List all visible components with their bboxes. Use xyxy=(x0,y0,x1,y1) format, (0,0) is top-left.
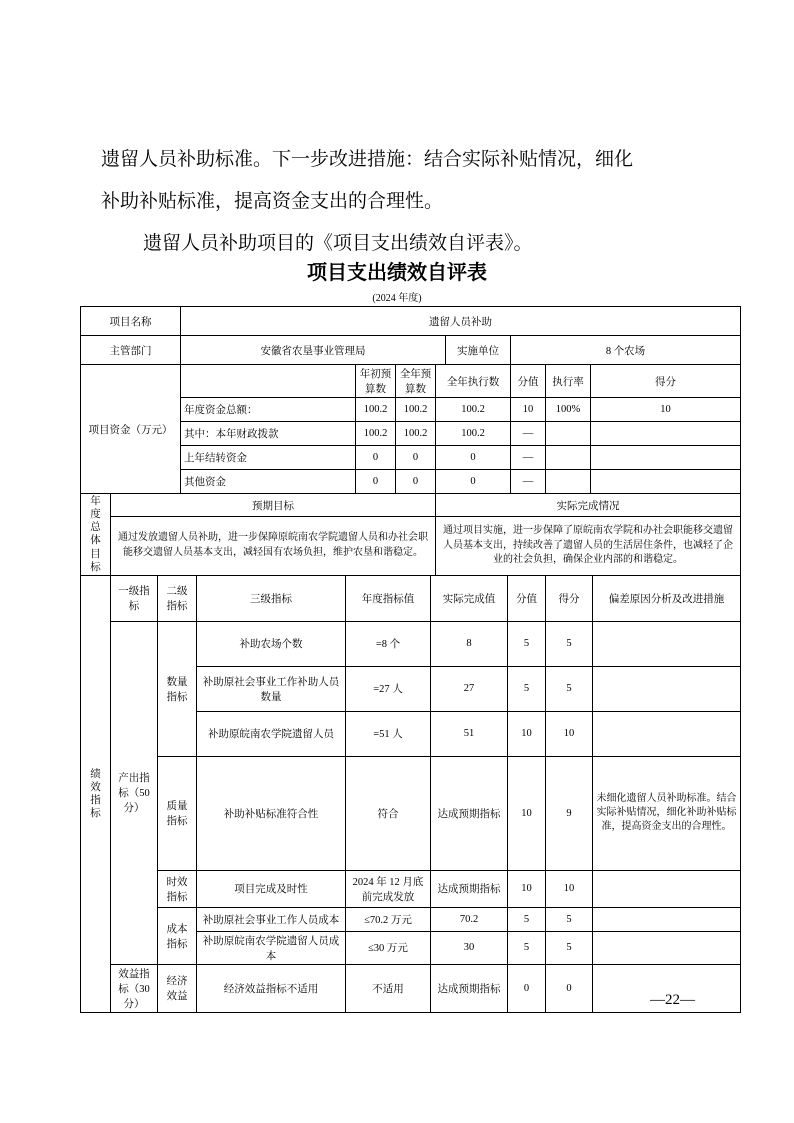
funds-header-year-exec: 全年执行数 xyxy=(436,365,511,398)
funds-begin-value: 100.2 xyxy=(356,398,396,422)
goal-section-label: 年度总体目标 xyxy=(81,494,111,576)
funds-points-value xyxy=(591,422,741,446)
header-level3: 三级指标 xyxy=(197,575,346,621)
goal-header-row xyxy=(81,494,741,517)
funds-points-value: 10 xyxy=(591,398,741,422)
indicator-actual: 51 xyxy=(431,711,508,756)
indicator-name: 补助原皖南农学院遗留人员 xyxy=(197,711,346,756)
department-row xyxy=(81,336,741,365)
funds-row-name: 其中：本年财政拨款 xyxy=(181,422,356,446)
indicator-name: 补助原皖南农学院遗留人员成本 xyxy=(197,931,346,964)
funds-exec-value: 0 xyxy=(436,446,511,470)
project-name-label: 项目名称 xyxy=(81,307,181,336)
perf-row-timeliness xyxy=(81,870,741,907)
indicator-target: ≤30 万元 xyxy=(346,931,431,964)
performance-table xyxy=(80,575,741,1013)
indicator-points: 5 xyxy=(546,907,593,931)
header-deviation: 偏差原因分析及改进措施 xyxy=(593,575,741,621)
funds-exec-value: 100.2 xyxy=(436,398,511,422)
funds-blank-header xyxy=(181,365,356,398)
level2-economic-label: 经济效益 xyxy=(158,964,197,1012)
department-label: 主管部门 xyxy=(81,336,181,365)
indicator-score: 5 xyxy=(508,621,546,666)
perf-row-cost-social xyxy=(81,907,741,931)
indicator-actual: 30 xyxy=(431,931,508,964)
funds-exec-value: 0 xyxy=(436,470,511,494)
department-value: 安徽省农垦事业管理局 xyxy=(181,336,446,365)
body-paragraphs xyxy=(101,139,715,265)
indicator-target: =27 人 xyxy=(346,666,431,711)
funds-begin-value: 100.2 xyxy=(356,422,396,446)
indicator-score: 10 xyxy=(508,870,546,907)
funds-budget-value: 0 xyxy=(396,470,436,494)
funds-row-name: 上年结转资金 xyxy=(181,446,356,470)
indicator-score: 5 xyxy=(508,931,546,964)
indicator-name: 经济效益指标不适用 xyxy=(197,964,346,1012)
indicator-points: 10 xyxy=(546,711,593,756)
indicator-score: 5 xyxy=(508,666,546,711)
funds-rate-value xyxy=(546,470,591,494)
body-line-2: 补助补贴标准，提高资金支出的合理性。 xyxy=(101,191,444,212)
header-level2: 二级指标 xyxy=(158,575,197,621)
funds-budget-value: 0 xyxy=(396,446,436,470)
funds-table xyxy=(80,364,741,494)
header-actual: 实际完成值 xyxy=(431,575,508,621)
indicator-points: 9 xyxy=(546,756,593,870)
indicator-actual: 27 xyxy=(431,666,508,711)
header-level1: 一级指标 xyxy=(111,575,158,621)
funds-row-name: 其他资金 xyxy=(181,470,356,494)
level1-output-label: 产出指标（50 分） xyxy=(111,621,158,964)
funds-score-value: — xyxy=(511,446,546,470)
funds-begin-value: 0 xyxy=(356,446,396,470)
funds-rate-value xyxy=(546,446,591,470)
indicator-points: 5 xyxy=(546,666,593,711)
table-subtitle: (2024 年度) xyxy=(372,293,422,304)
indicator-score: 5 xyxy=(508,907,546,931)
level2-quality-label: 质量指标 xyxy=(158,756,197,870)
goal-actual-header: 实际完成情况 xyxy=(436,494,741,517)
level2-timeliness-label: 时效指标 xyxy=(158,870,197,907)
performance-header-row xyxy=(81,575,741,621)
goal-actual-text: 通过项目实施，进一步保障了原皖南农学院和办社会职能移交遗留人员基本支出，持续改善了遗留人员的生活居住条件，也减轻了企业的社会负担，确保企业内部的和谐稳定。 xyxy=(436,517,741,576)
goal-expected-header: 预期目标 xyxy=(111,494,436,517)
indicator-points: 0 xyxy=(546,964,593,1012)
indicator-name: 补助补贴标准符合性 xyxy=(197,756,346,870)
funds-rate-value: 100% xyxy=(546,398,591,422)
indicator-deviation xyxy=(593,870,741,907)
info-table xyxy=(80,306,741,365)
self-assessment-table xyxy=(80,306,740,1013)
funds-score-value: — xyxy=(511,422,546,446)
indicator-name: 补助原社会事业工作人员成本 xyxy=(197,907,346,931)
perf-row-quality xyxy=(81,756,741,870)
indicator-target: ≤70.2 万元 xyxy=(346,907,431,931)
table-title: 项目支出绩效自评表 xyxy=(307,262,487,284)
indicator-actual: 70.2 xyxy=(431,907,508,931)
funds-score-value: 10 xyxy=(511,398,546,422)
funds-header-year-budget: 全年预算数 xyxy=(396,365,436,398)
funds-header-points: 得分 xyxy=(591,365,741,398)
indicator-deviation: 未细化遗留人员补助标准。结合实际补贴情况，细化补助补贴标准，提高资金支出的合理性。 xyxy=(593,756,741,870)
indicator-actual: 达成预期指标 xyxy=(431,756,508,870)
indicator-name: 项目完成及时性 xyxy=(197,870,346,907)
indicator-points: 5 xyxy=(546,931,593,964)
funds-exec-value: 100.2 xyxy=(436,422,511,446)
funds-budget-value: 100.2 xyxy=(396,398,436,422)
indicator-target: =51 人 xyxy=(346,711,431,756)
indicator-name: 补助农场个数 xyxy=(197,621,346,666)
funds-points-value xyxy=(591,446,741,470)
project-name-value: 遗留人员补助 xyxy=(181,307,741,336)
indicator-target: 2024 年 12 月底前完成发放 xyxy=(346,870,431,907)
funds-row-name: 年度资金总额： xyxy=(181,398,356,422)
indicator-deviation xyxy=(593,621,741,666)
goal-expected-text: 通过发放遗留人员补助，进一步保障原皖南农学院遗留人员和办社会职能移交遗留人员基本支出，减轻国有农场负担，维护农垦和谐稳定。 xyxy=(111,517,436,576)
body-line-3: 遗留人员补助项目的《项目支出绩效自评表》。 xyxy=(143,233,533,254)
level2-cost-label: 成本指标 xyxy=(158,907,197,964)
funds-section-label: 项目资金（万元） xyxy=(81,365,181,494)
indicator-target: =8 个 xyxy=(346,621,431,666)
indicator-score: 10 xyxy=(508,756,546,870)
funds-header-row xyxy=(81,365,741,398)
indicator-score: 0 xyxy=(508,964,546,1012)
header-points: 得分 xyxy=(546,575,593,621)
funds-rate-value xyxy=(546,422,591,446)
indicator-deviation xyxy=(593,666,741,711)
project-name-row xyxy=(81,307,741,336)
body-line-1: 遗留人员补助标准。下一步改进措施：结合实际补贴情况，细化 xyxy=(101,149,634,170)
implement-unit-value: 8 个农场 xyxy=(511,336,741,365)
funds-score-value: — xyxy=(511,470,546,494)
indicator-name: 补助原社会事业工作补助人员数量 xyxy=(197,666,346,711)
indicator-deviation xyxy=(593,931,741,964)
indicator-target: 不适用 xyxy=(346,964,431,1012)
level2-quantity-label: 数量指标 xyxy=(158,621,197,756)
implement-unit-label: 实施单位 xyxy=(446,336,511,365)
funds-points-value xyxy=(591,470,741,494)
funds-budget-value: 100.2 xyxy=(396,422,436,446)
header-target: 年度指标值 xyxy=(346,575,431,621)
indicator-points: 10 xyxy=(546,870,593,907)
goal-table xyxy=(80,493,741,576)
indicator-deviation xyxy=(593,907,741,931)
funds-begin-value: 0 xyxy=(356,470,396,494)
level1-benefit-label: 效益指标（30 分） xyxy=(111,964,158,1012)
indicator-target: 符合 xyxy=(346,756,431,870)
indicator-deviation xyxy=(593,711,741,756)
funds-header-exec-rate: 执行率 xyxy=(546,365,591,398)
header-score: 分值 xyxy=(508,575,546,621)
perf-row-farms xyxy=(81,621,741,666)
indicator-actual: 8 xyxy=(431,621,508,666)
indicator-points: 5 xyxy=(546,621,593,666)
page-number: —22— xyxy=(650,992,695,1008)
indicator-actual: 达成预期指标 xyxy=(431,870,508,907)
indicator-actual: 达成预期指标 xyxy=(431,964,508,1012)
indicator-score: 10 xyxy=(508,711,546,756)
performance-section-label: 绩效指标 xyxy=(81,575,111,1012)
funds-header-begin-budget: 年初预算数 xyxy=(356,365,396,398)
funds-header-score: 分值 xyxy=(511,365,546,398)
goal-content-row xyxy=(81,517,741,576)
